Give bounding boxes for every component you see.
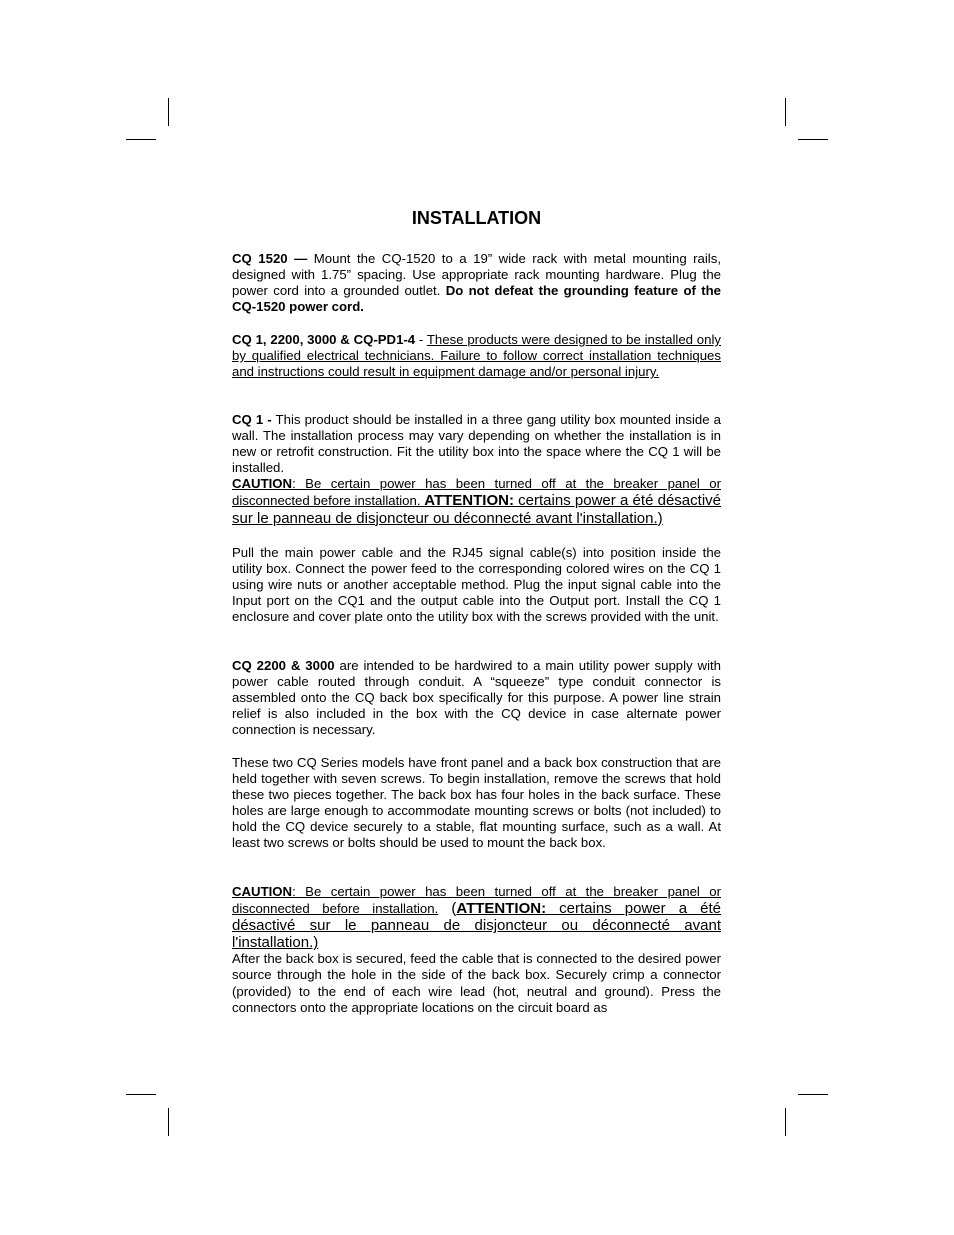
separator: - (415, 332, 427, 347)
open-paren: ( (438, 900, 457, 918)
paragraph-pull-cables (232, 545, 721, 625)
crop-mark (785, 98, 786, 126)
paragraph-cq1520 (232, 251, 721, 315)
grounding-warning: Do not defeat the grounding feature of the CQ-1520 power cord. (232, 283, 721, 315)
paragraph-qualified-technicians (232, 332, 721, 380)
caution-notice (232, 476, 721, 525)
paragraph-cq2200-3000 (232, 658, 721, 738)
body-text: After the back box is secured, feed the cable that is connected to the desired power source through the hole in the side of the back box. Securely crimp a connector (provided) to the end of each wire lead (hot, neutral and ground). Press the connectors onto the appropriate locations on the circuit board as (232, 951, 721, 1015)
page-title: INSTALLATION (411, 208, 542, 228)
body-text: These products were designed to be installed only by qualified electrical technicians. Failure to follow correct installation techniques and instructions could result in equipment damage and/or personal injury. (232, 332, 721, 380)
paragraph-back-box (232, 755, 721, 852)
attention-label: ATTENTION: (456, 900, 547, 918)
crop-mark (168, 98, 169, 126)
body-text: are intended to be hardwired to a main utility power supply with power cable routed through conduit. A “squeeze” type conduit connector is assembled onto the CQ back box specifically for this purpose. A power line strain relief is also included in the box with the CQ device in case alternate power connection is necessary. (232, 658, 721, 738)
attention-label: ATTENTION: (424, 492, 514, 510)
attention-text: certains power a été désactivé sur le panneau de disjoncteur ou déconnecté avant l'installation.) (232, 492, 721, 527)
crop-mark (168, 1108, 169, 1136)
body-text: These two CQ Series models have front panel and a back box construction that are held together with seven screws. To begin installation, remove the screws that hold these two pieces together. The back box has four holes in the back surface. These holes are large enough to accommodate mounting screws or bolts (not included) to hold the CQ device securely to a stable, flat mounting surface, such as a wall. At least two screws or bolts should be used to mount the back box. (232, 755, 721, 851)
caution-text: : Be certain power has been turned off at the breaker panel or disconnected before installation. (232, 884, 721, 917)
crop-mark (126, 139, 156, 140)
attention-text: certains power a été désactivé sur le panneau de disjoncteur ou déconnecté avant l'installation.) (232, 900, 721, 952)
caution-label: CAUTION (232, 476, 293, 492)
paragraph-cq1 (232, 412, 721, 527)
body-text: This product should be installed in a three gang utility box mounted inside a wall. The installation process may vary depending on whether the installation is in new or retrofit construction. Fit the utility box into the space where the CQ 1 will be installed. (232, 412, 721, 476)
crop-mark (126, 1094, 156, 1095)
lead-label: CQ 2200 & 3000 (232, 658, 335, 673)
crop-mark (798, 139, 828, 140)
crop-mark (785, 1108, 786, 1136)
paragraph-caution-back-box (232, 884, 721, 1016)
body-text: Mount the CQ-1520 to a 19” wide rack with metal mounting rails, designed with 1.75” spacing. Use appropriate rack mounting hardware. Plug the power cord into a grounded outlet. (232, 251, 721, 299)
lead-label: CQ 1 - (232, 412, 272, 427)
caution-text: : Be certain power has been turned off at the breaker panel or disconnected before installation. (232, 476, 721, 509)
body-text: Pull the main power cable and the RJ45 signal cable(s) into position inside the utility box. Connect the power feed to the corresponding colored wires on the CQ 1 using wire nuts or another acceptable method. Plug the input signal cable into the Input port on the CQ1 and the output cable into the Output port. Install the CQ 1 enclosure and cover plate onto the utility box with the screws provided with the unit. (232, 545, 721, 625)
lead-label: CQ 1520 — (232, 251, 308, 266)
caution-label: CAUTION (232, 884, 293, 899)
lead-label: CQ 1, 2200, 3000 & CQ-PD1-4 (232, 332, 416, 347)
crop-mark (798, 1094, 828, 1095)
